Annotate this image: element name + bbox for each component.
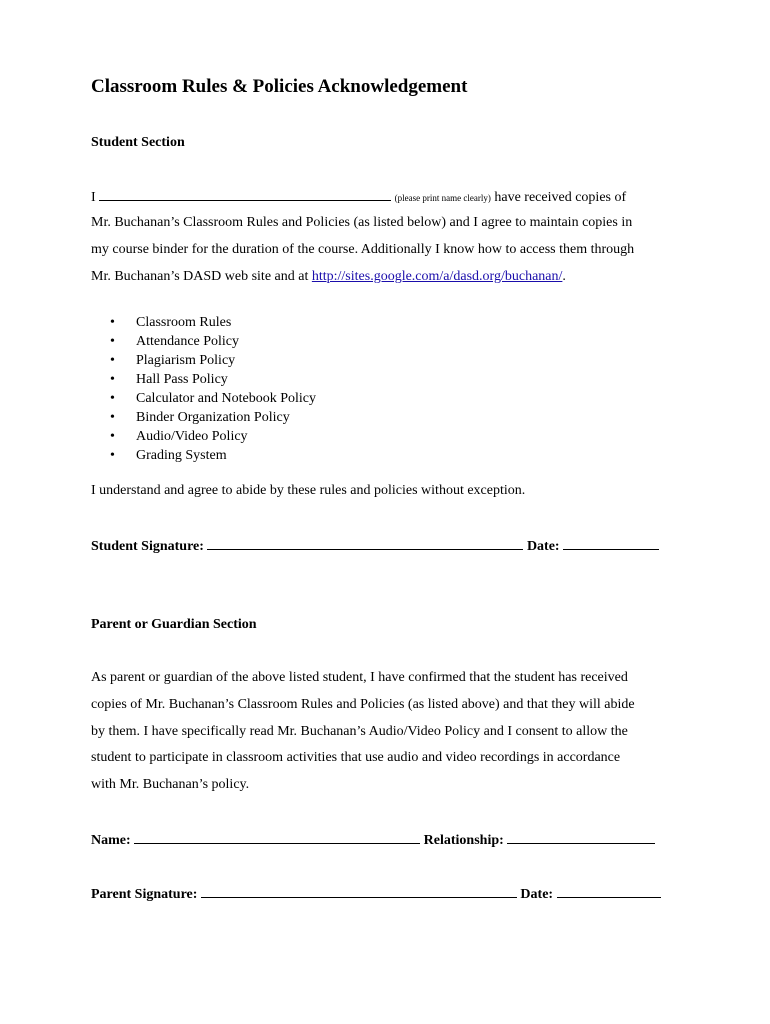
student-section-heading: Student Section [91, 135, 185, 150]
bullet-icon: • [110, 448, 115, 463]
buchanan-site-link[interactable]: http://sites.google.com/a/dasd.org/buchanan/ [311, 269, 563, 284]
relationship-label: Relationship: [423, 833, 504, 848]
student-date-label: Date: [526, 539, 560, 554]
list-item: • Plagiarism Policy [110, 353, 236, 368]
name-hint: (please print name clearly) [394, 193, 491, 203]
line4-prefix: Mr. Buchanan’s DASD web site and at [91, 269, 309, 284]
parent-date-field[interactable] [557, 885, 661, 898]
parent-signature-label: Parent Signature: [91, 887, 198, 902]
student-paragraph-line-3: my course binder for the duration of the course. Additionally I know how to access them through [91, 242, 635, 257]
relationship-field[interactable] [507, 831, 655, 844]
list-item: • Calculator and Notebook Policy [110, 391, 317, 406]
bullet-icon: • [110, 429, 115, 444]
bullet-icon: • [110, 410, 115, 425]
student-signature-field[interactable] [207, 537, 523, 550]
bullet-icon: • [110, 315, 115, 330]
student-paragraph-line-2: Mr. Buchanan’s Classroom Rules and Policies (as listed below) and I agree to maintain copies in [91, 215, 633, 230]
list-item: • Classroom Rules [110, 315, 232, 330]
agreement-text: I understand and agree to abide by these rules and policies without exception. [91, 483, 526, 498]
bullet-icon: • [110, 353, 115, 368]
list-item: • Audio/Video Policy [110, 429, 248, 444]
list-item: • Grading System [110, 448, 227, 463]
policy-list [110, 313, 316, 465]
student-name-field[interactable] [99, 188, 391, 201]
student-signature-label: Student Signature: [91, 539, 204, 554]
parent-paragraph-line-5: with Mr. Buchanan’s policy. [91, 777, 250, 792]
bullet-icon: • [110, 334, 115, 349]
bullet-icon: • [110, 391, 115, 406]
parent-signature-field[interactable] [201, 885, 517, 898]
line4-suffix: . [562, 269, 566, 284]
parent-signature-line [91, 885, 661, 903]
page-title: Classroom Rules & Policies Acknowledgement [91, 76, 468, 97]
parent-paragraph-line-1: As parent or guardian of the above listed student, I have confirmed that the student has received [91, 670, 628, 685]
student-date-field[interactable] [563, 537, 659, 550]
line1-suffix: have received copies of [494, 190, 627, 205]
list-item: • Binder Organization Policy [110, 410, 290, 425]
student-signature-line [91, 537, 659, 555]
list-item: • Attendance Policy [110, 334, 240, 349]
parent-date-label: Date: [520, 887, 554, 902]
student-name-line [91, 188, 626, 206]
student-paragraph-line-4 [91, 269, 566, 285]
parent-paragraph-line-2: copies of Mr. Buchanan’s Classroom Rules and Policies (as listed above) and that they will abide [91, 697, 635, 712]
parent-name-field[interactable] [134, 831, 420, 844]
bullet-icon: • [110, 372, 115, 387]
parent-section-heading: Parent or Guardian Section [91, 617, 257, 632]
list-item: • Hall Pass Policy [110, 372, 228, 387]
parent-paragraph-line-4: student to participate in classroom activities that use audio and video recordings in accordance [91, 750, 621, 765]
parent-paragraph-line-3: by them. I have specifically read Mr. Buchanan’s Audio/Video Policy and I consent to allow the [91, 724, 628, 739]
line1-prefix: I [91, 190, 96, 205]
name-label: Name: [91, 833, 131, 848]
name-relationship-line [91, 831, 655, 849]
